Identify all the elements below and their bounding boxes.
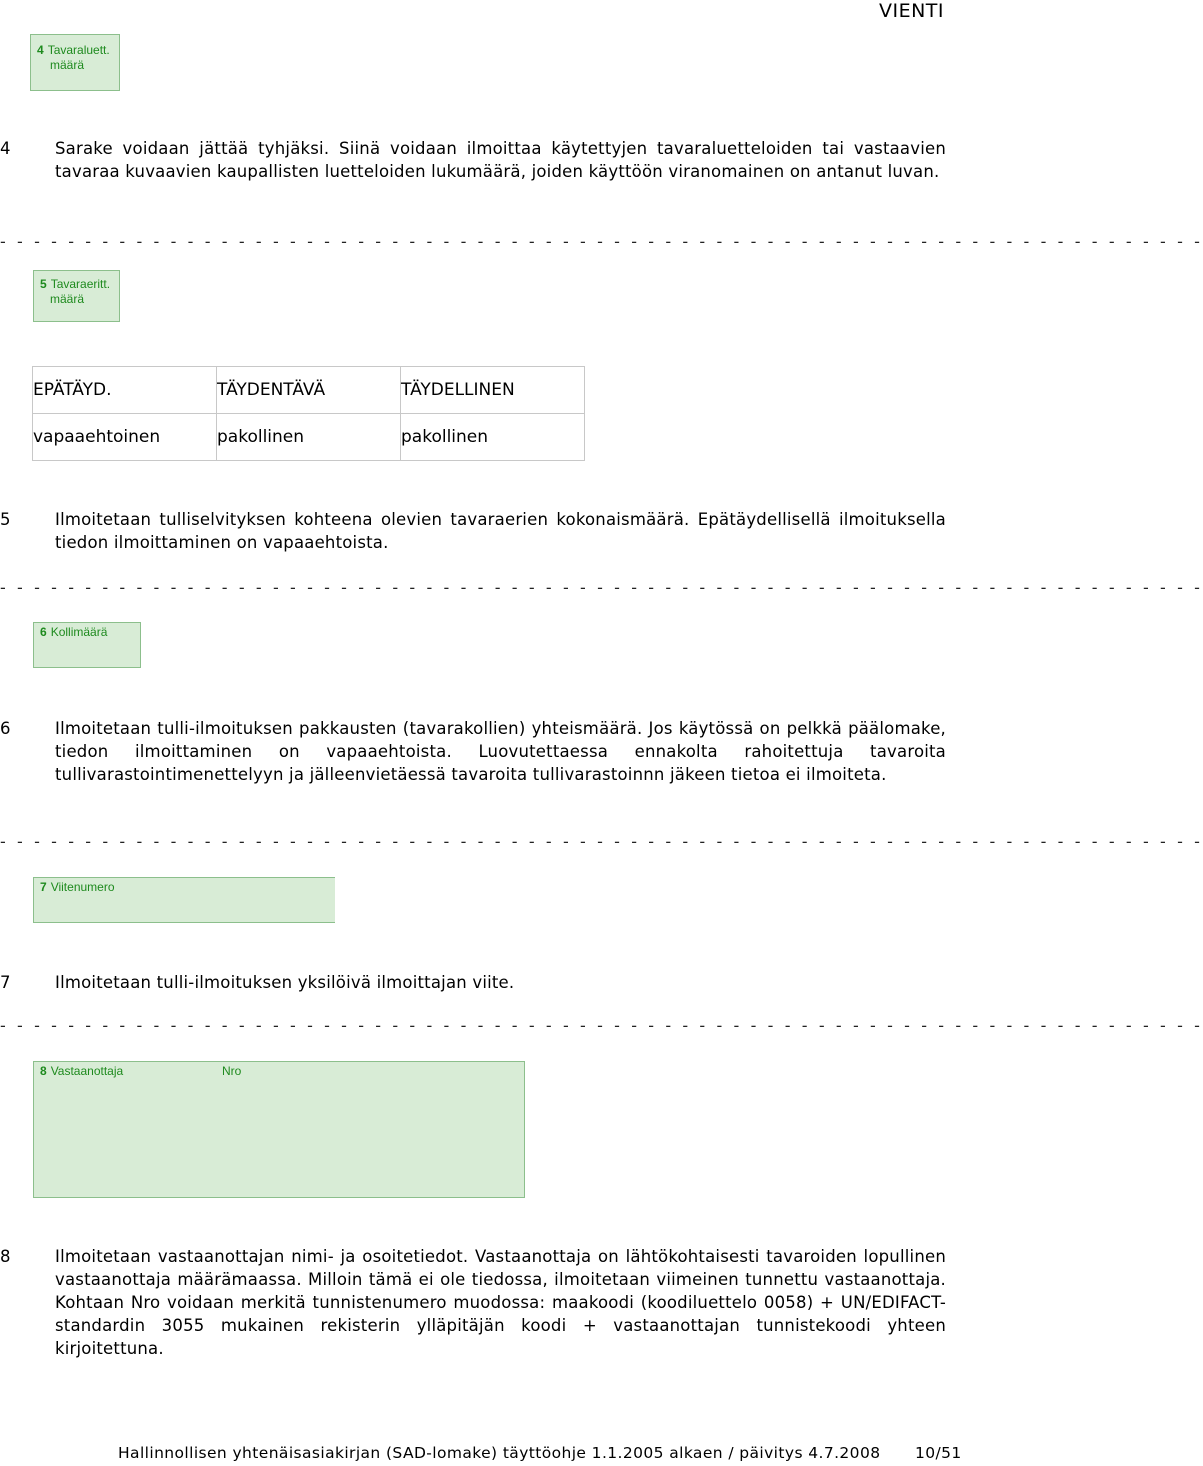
level-value-cell: pakollinen — [217, 414, 401, 461]
section-5-text: 5 Ilmoitetaan tulliselvityksen kohteena olevien tavaraerien kokonaismäärä. Epätäydellisellä ilmoituksella tiedon ilmoittaminen on vapaaehtoista. — [0, 510, 946, 552]
section-7-text: 7 Ilmoitetaan tulli-ilmoituksen yksilöivä ilmoittajan viite. — [0, 973, 515, 992]
field-box-8-label: 8 Vastaanottaja — [40, 1064, 124, 1078]
field-box-6 — [33, 622, 141, 668]
level-header-cell: TÄYDELLINEN — [401, 367, 585, 414]
field-box-8-nro-label: Nro — [222, 1064, 242, 1078]
page-header-title: VIENTI — [878, 0, 944, 22]
field-box-5-label: 5 Tavaraeritt. määrä — [40, 277, 111, 306]
declaration-levels-table — [32, 366, 585, 461]
table-row — [33, 414, 585, 461]
level-header-cell: TÄYDENTÄVÄ — [217, 367, 401, 414]
field-box-8 — [33, 1061, 525, 1198]
separator: - - - - - - - - - - - - - - - - - - - - - - - - - - - - - - - - - - - - - - - - - - - - - - - - - - - - - - - - - - - - - - - - - - - - - - - — [0, 832, 1203, 851]
field-box-4-label: 4 Tavaraluett. määrä — [37, 43, 110, 72]
field-box-7 — [33, 877, 335, 923]
separator: - - - - - - - - - - - - - - - - - - - - - - - - - - - - - - - - - - - - - - - - - - - - - - - - - - - - - - - - - - - - - - - - - - - - - - - — [0, 578, 1203, 597]
page-number: 10/51 — [915, 1444, 962, 1462]
field-box-5 — [33, 270, 120, 322]
section-6-text: 6 Ilmoitetaan tulli-ilmoituksen pakkausten (tavarakollien) yhteismäärä. Jos käytössä on pelkkä päälomake, tiedon ilmoittaminen on vapaaehtoista. Luovutettaessa ennakolta rahoitettuja tavaroita tullivarastointimenettelyyn ja jälleenvietäessä tavaroita tullivarastoinnn jäkeen tietoa ei ilmoiteta. — [0, 719, 946, 784]
page-footer — [118, 1444, 962, 1462]
table-row — [33, 367, 585, 414]
level-header-cell: EPÄTÄYD. — [33, 367, 217, 414]
separator: - - - - - - - - - - - - - - - - - - - - - - - - - - - - - - - - - - - - - - - - - - - - - - - - - - - - - - - - - - - - - - - - - - - - - - - — [0, 1016, 1203, 1035]
section-4-text: 4 Sarake voidaan jättää tyhjäksi. Siinä voidaan ilmoittaa käytettyjen tavaraluetteloiden tai vastaavien tavaraa kuvaavien kaupallisten luetteloiden lukumäärä, joiden käyttöön viranomainen on antanut luvan. — [0, 139, 946, 181]
field-box-4 — [30, 34, 120, 91]
field-box-7-label: 7 Viitenumero — [40, 880, 115, 894]
separator: - - - - - - - - - - - - - - - - - - - - - - - - - - - - - - - - - - - - - - - - - - - - - - - - - - - - - - - - - - - - - - - - - - - - - - - — [0, 232, 1203, 251]
section-8-text: 8 Ilmoitetaan vastaanottajan nimi- ja osoitetiedot. Vastaanottaja on lähtökohtaisesti tavaroiden lopullinen vastaanottaja määrämaassa. Milloin tämä ei ole tiedossa, ilmoitetaan viimeinen tunnettu vastaanottaja. Kohtaan Nro voidaan merkitä tunnistenumero muodossa: maakoodi (koodiluettelo 0058) + UN/EDIFACT-standardin 3055 mukainen rekisterin ylläpitäjän koodi + vastaanottajan tunnistekoodi yhteen kirjoitettuna. — [0, 1247, 946, 1358]
level-value-cell: pakollinen — [401, 414, 585, 461]
footer-document-title: Hallinnollisen yhtenäisasiakirjan (SAD-lomake) täyttöohje 1.1.2005 alkaen / päivitys 4.7.2008 — [118, 1444, 881, 1462]
field-box-6-label: 6 Kollimäärä — [40, 625, 108, 639]
level-value-cell: vapaaehtoinen — [33, 414, 217, 461]
